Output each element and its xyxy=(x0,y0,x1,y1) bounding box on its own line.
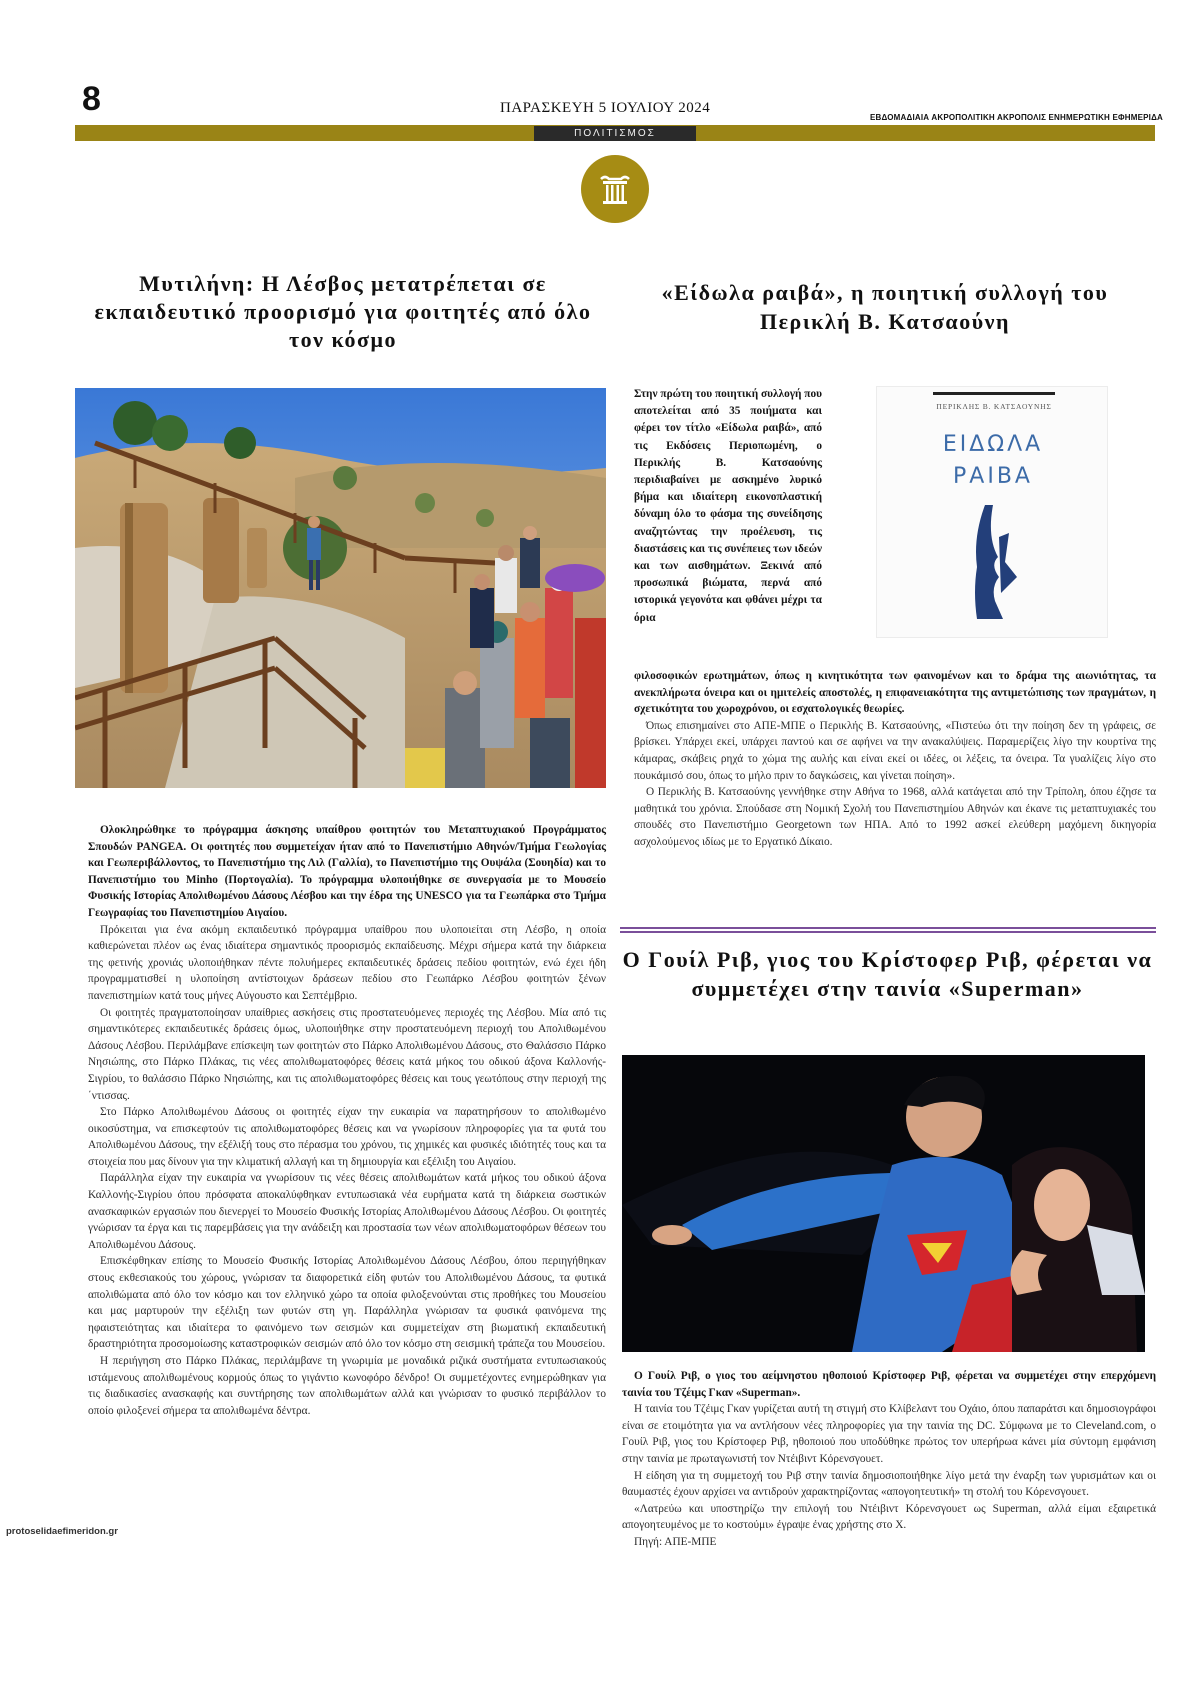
column-capital-icon xyxy=(581,155,649,223)
lesvos-paragraph: Στο Πάρκο Απολιθωμένου Δάσους οι φοιτητές είχαν την ευκαιρία να παρατηρήσουν το απολιθωμένο οικοσύστημα, να επισκεφτούν τις απολιθωματοφόρες θέσεις και να γνωρίσουν πληροφορίες για τα φυτά του Απολιθωμένου Δάσους, την εξέλιξή τους στο πέρασμα του χρόνου, τις χημικές και φυσικές ιδιότητές τους και τα στοιχεία που μας δίνουν για την κλιματική αλλαγή και τη δημιουργία και εξέλιξη του Αιγαίου. xyxy=(88,1106,606,1168)
lesvos-lead: Ολοκληρώθηκε το πρόγραμμα άσκησης υπαίθρου φοιτητών του Μεταπτυχιακού Προγράμματος Σπουδών PANGEA. Οι φοιτητές που συμμετείχαν ήταν από το Πανεπιστήμιο Αθηνών/Τμήμα Γεωλογίας και Γεωπεριβάλλοντος, το Πανεπιστήμιο της Λιλ (Γαλλία), το Πανεπιστήμιο της Ουψάλα (Σουηδία) και το Πανεπιστήμιο του Minho (Πορτογαλία). Το πρόγραμμα υλοποιήθηκε σε συνεργασία με το Μουσείο Φυσικής Ιστορίας Απολιθωμένου Δάσους Λέσβου και την έδρα της UNESCO για τα Γεωπάρκα στο Τμήμα Γεωγραφίας του Πανεπιστημίου Αιγαίου. xyxy=(88,824,606,919)
watermark: protoselidaefimeridon.gr xyxy=(6,1526,118,1537)
poetry-paragraph: Ο Περικλής Β. Κατσαούνης γεννήθηκε στην Αθήνα το 1968, αλλά κατάγεται από την Τρίπολη, όπου έζησε τα μαθητικά του χρόνια. Σπούδασε στη Νομική Σχολή του Πανεπιστημίου Αθηνών και έκανε τις μεταπτυχιακές του σπουδές στο Πανεπιστήμιο Georgetown των ΗΠΑ. Από το 1992 ασκεί ελεύθερη μαχόμενη δικηγορία ασχολούμενος ιδίως με το Εργατικό Δίκαιο. xyxy=(634,786,1156,848)
poetry-lead-continued: φιλοσοφικών ερωτημάτων, όπως η κινητικότητα των φαινομένων και το δράμα της αιωνιότητας, τα ανεκπλήρωτα όνειρα και οι ημιτελείς αποστολές, η επιφανειακότητα της αντιμετώπισης των πραγμάτων, η σχετικότητα του χωροχρόνου, οι εσχατολογικές θεωρίες. xyxy=(634,670,1156,716)
poetry-lead: Στην πρώτη του ποιητική συλλογή που αποτελείται από 35 ποιήματα και φέρει τον τίτλο «Είδωλα ραιβά», από τις Εκδόσεις Περιοπωμένη, ο Περικλής Β. Κατσαούνης περιδιαβαίνει με ασκημένο λυρικό βήμα και ιδιαίτερη εικονοπλαστική δύναμη όλο το φάσμα της συνείδησης αναζητώντας την προέλευση, τις διαστάσεις και τις συνέπειες των ιδεών και των αισθημάτων. Ξεκινά από προσωπικά βιώματα, περνά από ιστορικά γεγονότα και φθάνει μέχρι τα όρια xyxy=(634,388,822,624)
page-number: 8 xyxy=(82,80,101,118)
superman-paragraph: Η ταινία του Τζέιμς Γκαν γυρίζεται αυτή τη στιγμή στο Κλίβελαντ του Οχάιο, όπου παπαράτσι και δημοσιογράφοι είναι σε ετοιμότητα για να αντλήσουν νέες πληροφορίες για την ταινία της DC. Σύμφωνα με το Cleveland.com, ο Γουίλ Ριβ, γιος του Κρίστοφερ Ριβ, ηθοποιού που υποδύθηκε πρώτος τον υπερήρωα κάνει μία σύντομη εμφάνιση στην ταινία με πρωταγωνιστή τον Ντέιβιντ Κόρενσγουετ. xyxy=(622,1403,1156,1465)
lesvos-paragraph: Επισκέφθηκαν επίσης το Μουσείο Φυσικής Ιστορίας Απολιθωμένου Δάσους Λέσβου, όπου περιηγήθηκαν στους εκθεσιακούς του χώρους, γνώρισαν τα διαφορετικά είδη φυτών του Απολιθωμένου Δάσους, τα φυτικά απολιθώματα από όλο τον κόσμο και τον ελληνικό χώρο τα οποία φιλοξενούνται στις προθήκες του Μουσείου και μας μαρτυρούν την εξέλιξη των φυτών στη γη. Παράλληλα γνώρισαν τα φυσικά φαινόμενα της ηφαιστειότητας και ιδιαίτερα το φαινόμενο των σεισμών και συμμετείχαν στη βιωματική εκπαιδευτική δραστηριότητα προσομοίωσης καταστροφικών σεισμών από όλο τον κόσμο στη σεισμική τράπεζα του Μουσείου. xyxy=(88,1255,606,1351)
superman-headline: Ο Γουίλ Ριβ, γιος του Κρίστοφερ Ριβ, φέρεται να συμμετέχει στην ταινία «Superman» xyxy=(622,947,1153,1001)
superman-paragraph: «Λατρεύω και υποστηρίζω την επιλογή του Ντέιβιντ Κόρενσγουετ ως Superman, αλλά είμαι εξαιρετικά απογοητευμένος με το κοστούμι» έγραψε ένας χρήστης στο Χ. xyxy=(622,1502,1156,1532)
lesvos-headline: Μυτιλήνη: Η Λέσβος μετατρέπεται σε εκπαιδευτικό προορισμό για φοιτητές από όλο τον κόσμο xyxy=(94,271,592,352)
masthead-strip: ΕΒΔΟΜΑΔΙΑΙΑ ΑΚΡΟΠΟΛΙΤΙΚΗ ΑΚΡΟΠΟΛΙΣ ΕΝΗΜΕΡΩΤΙΚΗ ΕΦΗΜΕΡΙΔΑ xyxy=(870,113,1164,122)
superman-photo xyxy=(622,1055,1145,1352)
superman-paragraph: Η είδηση για τη συμμετοχή του Ριβ στην ταινία δημοσιοποιήθηκε λίγο μετά την έναρξη των γυρισμάτων και οι θαυμαστές έχουν αρχίσει να αντιδρούν χαρακτηρίζοντας «απογοητευτική» τη στολή του Κόρενσγουετ. xyxy=(622,1469,1156,1499)
book-author: ΠΕΡΙΚΛΗΣ Β. ΚΑΤΣΑΟΥΝΗΣ xyxy=(936,402,1052,411)
lesvos-paragraph: Οι φοιτητές πραγματοποίησαν υπαίθριες ασκήσεις στις προστατευόμενες περιοχές της Λέσβου. Μία από τις σημαντικότερες εκπαιδευτικές δράσεις όμως, υλοποιήθηκε στην προστατευόμενη περιοχή του Απολιθωμένου Δάσους Λέσβου. Περιλάμβανε επίσκεψη των φοιτητών στο Πάρκο Απολιθωμένου Δάσους, στο Θαλάσσιο Πάρκο Νησιώπης, στο Πάρκο Πλάκας, τις νέες απολιθωματοφόρες θέσεις κατά μήκος του οδικού άξονα Καλλονής-Σιγρίου, το θαλάσσιο Πάρκο Νησιώπης, και τις απολιθωματοφόρες θέσεις και τους γεωτόπους στην περιοχή της ΄ντισσας. xyxy=(88,1006,606,1102)
poetry-headline: «Είδωλα ραιβά», η ποιητική συλλογή του Περικλή Β. Κατσαούνη xyxy=(661,280,1109,334)
poetry-paragraph: Όπως επισημαίνει στο ΑΠΕ-ΜΠΕ ο Περικλής Β. Κατσαούνης, «Πιστεύω ότι την ποίηση δεν τη γράφεις, σε βρίσκει. Υπάρχει εκεί, υπάρχει παντού και σε αφήνει να την ανακαλύψεις. Παραμερίζεις λίγο την κουρτίνα της κάμαρας, σκάβεις ρηχά το χώμα της αυλής και είναι εκεί οι ιδέες, οι λέξεις, τα όνειρα. Τα γυαλίζεις λίγο στο πουκάμισό σου, όπως το μήλο πριν το δαγκώσεις, και γίνεται ποίηση». xyxy=(634,719,1156,782)
book-title-line2: ΡΑΙΒΑ xyxy=(953,464,1033,489)
poetry-article-body xyxy=(634,668,1156,851)
lesvos-article-body xyxy=(88,822,606,1419)
section-label: ΠΟΛΙΤΙΣΜΟΣ xyxy=(534,126,696,141)
lesvos-paragraph: Παράλληλα είχαν την ευκαιρία να γνωρίσουν τις νέες θέσεις απολιθωμάτων κατά μήκος του οδικού άξονα Καλλονής-Σιγρίου όπου πρόσφατα αποκαλύφθηκαν εντυπωσιακά νέα ευρήματα κατά τη διάρκεια σωστικών ανασκαφικών εργασιών που διενεργεί το Μουσείο Φυσικής Ιστορίας Απολιθωμένου Δάσους Λέσβου. Οι φοιτητές γνώρισαν τα έργα και τις παρεμβάσεις για την ανάδειξη και προστασία των νέων απολιθωματοφόρων θέσεων του Απολιθωμένου Δάσους. xyxy=(88,1172,606,1251)
lesvos-paragraph: Η περιήγηση στο Πάρκο Πλάκας, περιλάμβανε τη γνωριμία με μοναδικά ριζικά συστήματα εντυπωσιακούς ιστάμενους απολιθωμένους κορμούς όπως το γιγάντιο κωνοφόρο δένδρο! Οι συμμετέχοντες ενημερώθηκαν για τις διαδικασίες ανασκαφής και συντήρησης των απολιθωμάτων αλλά και γνώρισαν το φυσικό περιβάλλον το οποίο φιλοξενεί σήμερα τα απολιθωμένα δέντρα. xyxy=(88,1355,606,1417)
superman-lead: Ο Γουίλ Ριβ, ο γιος του αείμνηστου ηθοποιού Κρίστοφερ Ριβ, φέρεται να συμμετέχει στην επερχόμενη ταινία του Τζέιμς Γκαν «Superman». xyxy=(622,1370,1156,1399)
issue-date: ΠΑΡΑΣΚΕΥΗ 5 ΙΟΥΛΙΟΥ 2024 xyxy=(500,100,711,116)
article-divider xyxy=(620,931,1156,933)
lesvos-paragraph: Πρόκειται για ένα ακόμη εκπαιδευτικό πρόγραμμα υπαίθρου που υλοποιείται στη Λέσβο, η οποία καθιερώνεται πλέον ως ένας ιδιαίτερα σημαντικός προορισμός εκπαίδευσης. Μέχρι σήμερα κατά την διάρκεια της φετινής χρονιάς υλοποιήθηκαν πέντε πολυήμερες εκπαιδευτικές δράσεις πεδίου φοιτητών, ενώ έχει ήδη προγραμματισθεί η υλοποίηση αντίστοιχων δράσεων πεδίου στο Γεωπάρκο Λέσβου φοιτητών ξένων πανεπιστημίων κατά τους μήνες Αύγουστο και Σεπτέμβριο. xyxy=(88,923,606,1002)
book-title-line1: ΕΙΔΩΛΑ xyxy=(942,432,1044,457)
book-cover xyxy=(876,386,1108,638)
superman-article-body xyxy=(622,1368,1156,1551)
superman-source: Πηγή: ΑΠΕ-ΜΠΕ xyxy=(634,1535,717,1548)
article-divider xyxy=(620,927,1156,929)
lesvos-photo xyxy=(75,388,606,788)
